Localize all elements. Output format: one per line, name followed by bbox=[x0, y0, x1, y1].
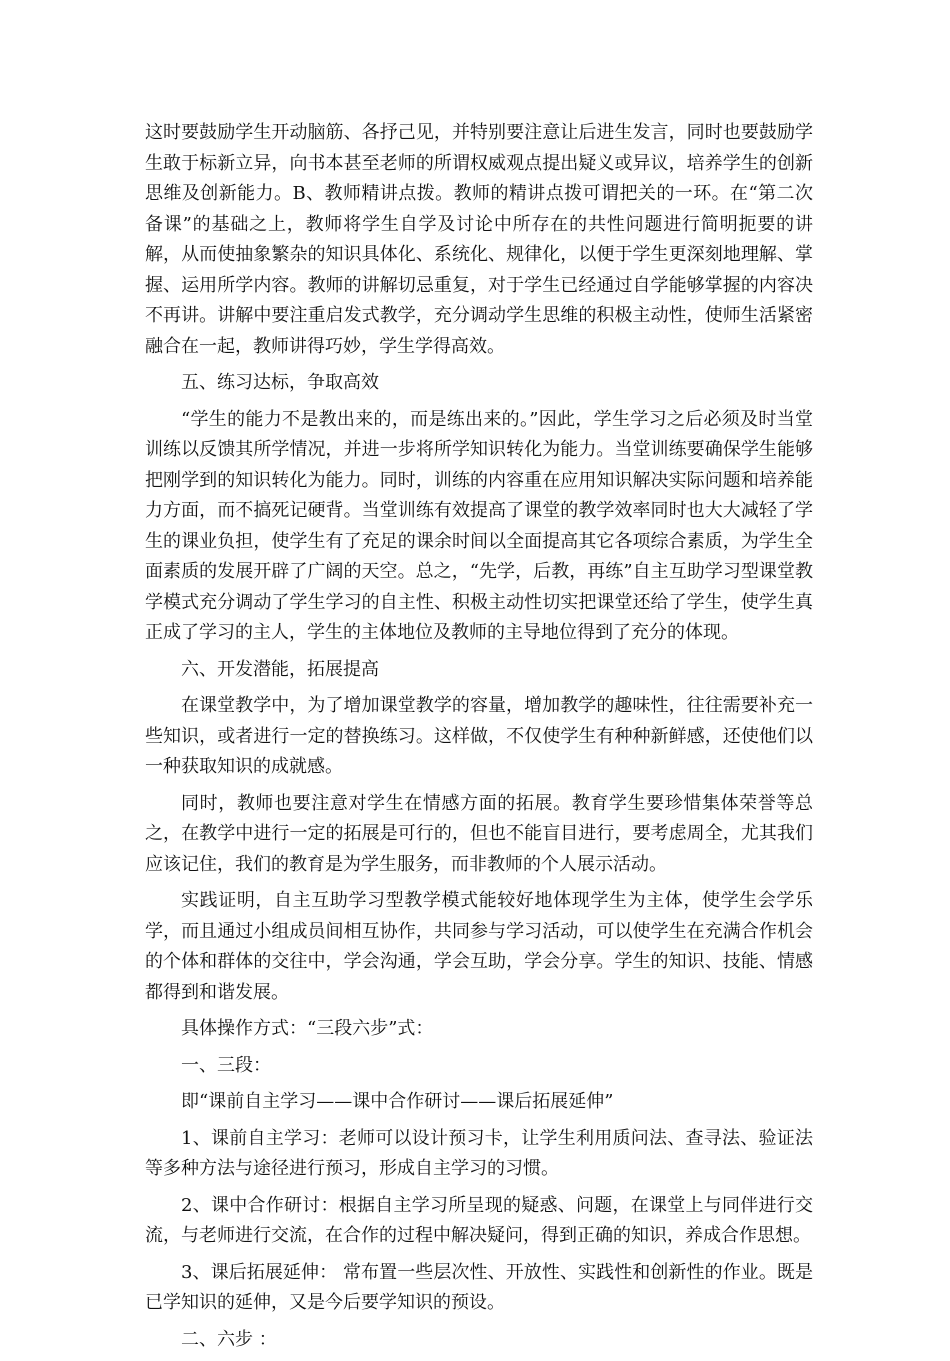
stage-one-item: 1、课前自主学习：老师可以设计预习卡，让学生利用质问法、查寻法、验证法等多种方法与途径进行预习，形成自主学习的习惯。 bbox=[145, 1127, 813, 1179]
paragraph-practice: “学生的能力不是教出来的，而是练出来的。”因此，学生学习之后必须及时当堂训练以反馈其所学情况，并进一步将所学知识转化为能力。当堂训练要确保学生能够把刚学到的知识转化为能力。同时，训练的内容重在应用知识解决实际问题和培养能力方面，而不搞死记硬背。当堂训练有效提高了课堂的教学效率同时也大大减轻了学生的课业负担，使学生有了充足的课余时间以全面提高其它各项综合素质，为学生全面素质的发展开辟了广阔的天空。总之，“先学，后教，再练”自主互助学习型课堂教学模式充分调动了学生学习的自主性、积极主动性切实把课堂还给了学生，使学生真正成了学习的主人，学生的主体地位及教师的主导地位得到了充分的体现。 bbox=[145, 408, 813, 643]
paragraph-practice-proof: 实践证明，自主互助学习型教学模式能较好地体现学生为主体，使学生会学乐学，而且通过小组成员间相互协作，共同参与学习活动，可以使学生在充满合作机会的个体和群体的交往中，学会沟通，学会互助，学会分享。学生的知识、技能、情感都得到和谐发展。 bbox=[145, 890, 813, 1003]
document-body bbox=[145, 118, 813, 1361]
stage-three-item: 3、课后拓展延伸： 常布置一些层次性、开放性、实践性和创新性的作业。既是已学知识的延伸，又是今后要学知识的预设。 bbox=[145, 1261, 813, 1313]
paragraph-extension: 在课堂教学中，为了增加课堂教学的容量，增加教学的趣味性，往往需要补充一些知识，或者进行一定的替换练习。这样做，不仅使学生有种种新鲜感，还使他们以一种获取知识的成就感。 bbox=[145, 695, 813, 777]
section-heading-five: 五、练习达标，争取高效 bbox=[181, 372, 379, 393]
three-stages-summary: 即“课前自主学习——课中合作研讨——课后拓展延伸” bbox=[181, 1091, 614, 1112]
three-stages-heading: 一、三段： bbox=[181, 1054, 271, 1076]
paragraph-emotion: 同时，教师也要注意对学生在情感方面的拓展。教育学生要珍惜集体荣誉等总之，在教学中进行一定的拓展是可行的，但也不能盲目进行，要考虑周全，尤其我们应该记住，我们的教育是为学生服务，而非教师的个人展示活动。 bbox=[145, 792, 813, 875]
paragraph-continuation: 这时要鼓励学生开动脑筋、各抒己见，并特别要注意让后进生发言，同时也要鼓励学生敢于标新立异，向书本甚至老师的所谓权威观点提出疑义或异议，培养学生的创新思维及创新能力。B、教师精讲点拨。教师的精讲点拨可谓把关的一环。在“第二次备课”的基础之上，教师将学生自学及讨论中所存在的共性问题进行简明扼要的讲解，从而使抽象繁杂的知识具体化、系统化、规律化，以便于学生更深刻地理解、掌握、运用所学内容。教师的讲解切忌重复，对于学生已经通过自学能够掌握的内容决不再讲。讲解中要注重启发式教学，充分调动学生思维的积极主动性，使师生活紧密融合在一起，教师讲得巧妙，学生学得高效。 bbox=[145, 122, 813, 357]
six-steps-heading: 二、六步 ： bbox=[181, 1328, 277, 1350]
stage-two-item: 2、课中合作研讨：根据自主学习所呈现的疑惑、问题，在课堂上与同伴进行交流，与老师进行交流，在合作的过程中解决疑问，得到正确的知识，养成合作思想。 bbox=[145, 1194, 813, 1246]
operation-method-heading: 具体操作方式：“三段六步”式： bbox=[181, 1018, 434, 1039]
section-heading-six: 六、开发潜能，拓展提高 bbox=[181, 658, 379, 680]
